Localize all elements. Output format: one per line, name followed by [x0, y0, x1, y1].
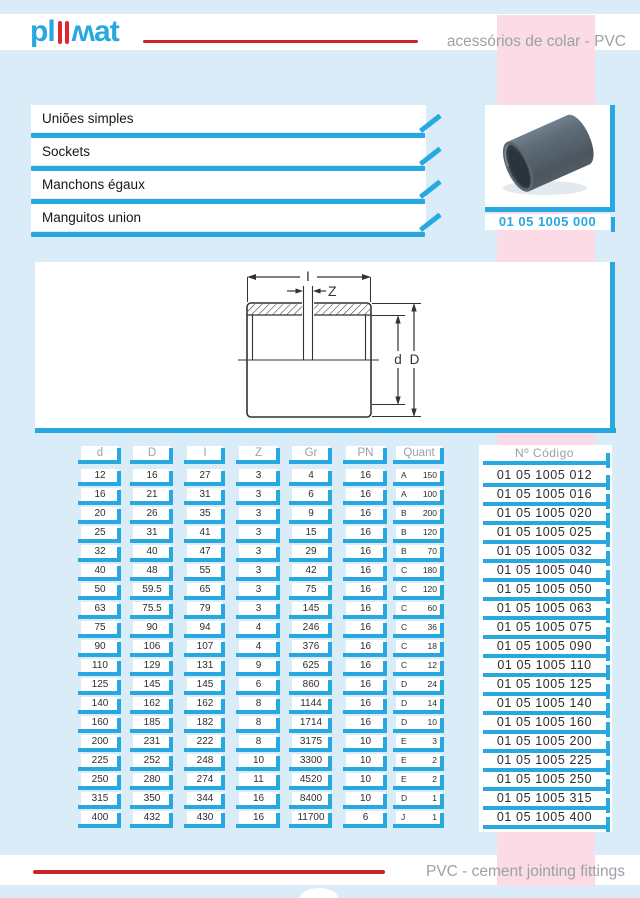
cell-D: 350 — [133, 792, 171, 805]
cell-D: 106 — [133, 640, 171, 653]
cell-Gr: 4 — [292, 469, 330, 482]
quant-qty: 10 — [427, 717, 437, 727]
banner-box — [31, 138, 426, 165]
cell-I: 65 — [187, 583, 223, 596]
cell-Z: 10 — [239, 754, 278, 767]
cell-D: 129 — [133, 659, 171, 672]
cell-code: 01 05 1005 400 — [483, 810, 606, 825]
quant-qty: 200 — [422, 508, 437, 518]
cell-PN: 16 — [346, 716, 385, 729]
header-red-rule — [143, 40, 418, 43]
cell-D: 48 — [133, 564, 171, 577]
cell-Z: 3 — [239, 507, 278, 520]
cell-Z: 3 — [239, 545, 278, 558]
cell-d: 12 — [81, 469, 119, 482]
quant-class: C — [401, 622, 408, 632]
plimat-logo — [30, 17, 119, 47]
cell-PN: 16 — [346, 469, 385, 482]
quant-class: E — [401, 774, 407, 784]
cell-D: 16 — [133, 469, 171, 482]
page-number-bubble — [300, 888, 338, 898]
cell-d: 250 — [81, 773, 119, 786]
cell-PN: 10 — [346, 773, 385, 786]
banner-item — [31, 105, 447, 138]
cell-code: 01 05 1005 250 — [483, 772, 606, 787]
cell-d: 40 — [81, 564, 119, 577]
cell-quant — [396, 792, 442, 805]
cell-PN: 16 — [346, 602, 385, 615]
dim-label-outer: D — [409, 352, 420, 367]
cell-d: 225 — [81, 754, 119, 767]
cell-D: 185 — [133, 716, 171, 729]
quant-class: C — [401, 565, 408, 575]
cell-I: 344 — [187, 792, 223, 805]
cell-Gr: 1144 — [292, 697, 330, 710]
cell-D: 280 — [133, 773, 171, 786]
quant-class: B — [401, 508, 407, 518]
cell-quant — [396, 640, 442, 653]
cell-code: 01 05 1005 032 — [483, 544, 606, 559]
cell-code: 01 05 1005 012 — [483, 468, 606, 483]
banner-box — [31, 204, 426, 231]
cell-Z: 4 — [239, 621, 278, 634]
banner-label: Sockets — [42, 144, 91, 159]
logo-text-right: ʍat — [71, 15, 119, 48]
quant-qty: 100 — [422, 489, 437, 499]
cell-Gr: 246 — [292, 621, 330, 634]
cell-Z: 16 — [239, 811, 278, 824]
cell-code: 01 05 1005 110 — [483, 658, 606, 673]
banner-item — [31, 138, 447, 171]
cell-d: 200 — [81, 735, 119, 748]
cell-code: 01 05 1005 200 — [483, 734, 606, 749]
cell-quant — [396, 678, 442, 691]
cell-I: 248 — [187, 754, 223, 767]
cell-I: 274 — [187, 773, 223, 786]
cell-I: 41 — [187, 526, 223, 539]
cell-d: 32 — [81, 545, 119, 558]
cell-I: 131 — [187, 659, 223, 672]
quant-qty: 1 — [432, 793, 437, 803]
product-code-tick — [611, 217, 615, 232]
cell-Z: 8 — [239, 716, 278, 729]
cell-quant — [396, 507, 442, 520]
cell-I: 430 — [187, 811, 223, 824]
quant-qty: 18 — [427, 641, 437, 651]
cell-d: 20 — [81, 507, 119, 520]
cell-PN: 16 — [346, 488, 385, 501]
quant-qty: 36 — [427, 622, 437, 632]
cell-Gr: 3175 — [292, 735, 330, 748]
photo-underline-bar — [485, 207, 615, 212]
cell-code: 01 05 1005 075 — [483, 620, 606, 635]
diagram-underline-bar — [35, 428, 616, 433]
banner-label: Manguitos union — [42, 210, 142, 225]
cell-Gr: 15 — [292, 526, 330, 539]
quant-qty: 60 — [427, 603, 437, 613]
quant-qty: 150 — [422, 470, 437, 480]
cell-Gr: 145 — [292, 602, 330, 615]
cell-quant — [396, 621, 442, 634]
cell-d: 75 — [81, 621, 119, 634]
cell-PN: 6 — [346, 811, 385, 824]
quant-qty: 12 — [427, 660, 437, 670]
logo-text-left: pl — [30, 15, 55, 48]
cell-D: 145 — [133, 678, 171, 691]
cell-Z: 11 — [239, 773, 278, 786]
diagram-right-bar — [610, 262, 615, 433]
column-header-I: I — [187, 446, 223, 460]
cell-Gr: 75 — [292, 583, 330, 596]
quant-qty: 14 — [427, 698, 437, 708]
cell-Z: 4 — [239, 640, 278, 653]
cell-D: 31 — [133, 526, 171, 539]
cell-PN: 16 — [346, 621, 385, 634]
cell-code: 01 05 1005 040 — [483, 563, 606, 578]
cell-I: 145 — [187, 678, 223, 691]
banner-item — [31, 171, 447, 204]
dim-label-gap: Z — [328, 283, 337, 299]
cell-Gr: 376 — [292, 640, 330, 653]
cell-PN: 16 — [346, 545, 385, 558]
column-header-D: D — [133, 446, 171, 460]
cell-d: 125 — [81, 678, 119, 691]
cell-quant — [396, 564, 442, 577]
cell-Z: 3 — [239, 602, 278, 615]
cell-d: 90 — [81, 640, 119, 653]
column-header-Z: Z — [239, 446, 278, 460]
diagram-box — [35, 262, 610, 428]
quant-class: B — [401, 546, 407, 556]
cell-D: 40 — [133, 545, 171, 558]
cell-quant — [396, 697, 442, 710]
cell-Z: 8 — [239, 735, 278, 748]
cell-quant — [396, 488, 442, 501]
cell-D: 162 — [133, 697, 171, 710]
cell-D: 231 — [133, 735, 171, 748]
footer-red-rule — [33, 870, 385, 874]
cell-code: 01 05 1005 016 — [483, 487, 606, 502]
quant-qty: 2 — [432, 774, 437, 784]
cell-d: 400 — [81, 811, 119, 824]
quant-class: A — [401, 470, 407, 480]
quant-class: E — [401, 755, 407, 765]
cell-quant — [396, 754, 442, 767]
quant-qty: 1 — [432, 812, 437, 822]
column-header-code: Nº Código — [483, 446, 606, 461]
cell-Z: 6 — [239, 678, 278, 691]
cell-I: 31 — [187, 488, 223, 501]
cell-Gr: 860 — [292, 678, 330, 691]
cell-Z: 3 — [239, 526, 278, 539]
cell-quant — [396, 602, 442, 615]
cell-quant — [396, 735, 442, 748]
product-family-code: 01 05 1005 000 — [485, 214, 610, 230]
cell-I: 47 — [187, 545, 223, 558]
cell-quant — [396, 811, 442, 824]
quant-qty: 24 — [427, 679, 437, 689]
cell-quant — [396, 773, 442, 786]
banner-label: Manchons égaux — [42, 177, 145, 192]
dim-label-length: I — [306, 268, 310, 284]
cell-Gr: 11700 — [292, 811, 330, 824]
cell-Gr: 42 — [292, 564, 330, 577]
cell-code: 01 05 1005 125 — [483, 677, 606, 692]
quant-qty: 120 — [422, 584, 437, 594]
cell-PN: 10 — [346, 792, 385, 805]
footer-title: PVC - cement jointing fittings — [425, 863, 625, 880]
column-header-d: d — [81, 446, 119, 460]
cell-PN: 16 — [346, 678, 385, 691]
quant-class: D — [401, 717, 408, 727]
cell-PN: 16 — [346, 583, 385, 596]
cell-d: 140 — [81, 697, 119, 710]
cell-PN: 10 — [346, 735, 385, 748]
cell-Z: 8 — [239, 697, 278, 710]
banner-box — [31, 171, 426, 198]
cell-Gr: 3300 — [292, 754, 330, 767]
quant-class: B — [401, 527, 407, 537]
cell-Z: 16 — [239, 792, 278, 805]
quant-qty: 70 — [427, 546, 437, 556]
cell-Gr: 9 — [292, 507, 330, 520]
cell-I: 107 — [187, 640, 223, 653]
cell-code: 01 05 1005 063 — [483, 601, 606, 616]
column-header-quant: Quant — [396, 446, 442, 460]
cell-Z: 3 — [239, 564, 278, 577]
quant-qty: 180 — [422, 565, 437, 575]
cell-D: 21 — [133, 488, 171, 501]
product-photo-box — [485, 105, 610, 207]
pvc-socket-photo — [485, 105, 610, 207]
cell-I: 35 — [187, 507, 223, 520]
cell-Gr: 4520 — [292, 773, 330, 786]
quant-class: C — [401, 641, 408, 651]
banner-item — [31, 204, 447, 237]
cell-D: 59.5 — [133, 583, 171, 596]
cell-d: 16 — [81, 488, 119, 501]
cell-code: 01 05 1005 315 — [483, 791, 606, 806]
banner-label: Uniões simples — [42, 111, 134, 126]
column-header-Gr: Gr — [292, 446, 330, 460]
banner-underline-bar — [31, 232, 425, 237]
cell-D: 90 — [133, 621, 171, 634]
cell-code: 01 05 1005 160 — [483, 715, 606, 730]
cell-D: 252 — [133, 754, 171, 767]
page-title: acessórios de colar - PVC — [446, 33, 626, 50]
cell-quant — [396, 526, 442, 539]
cell-quant — [396, 716, 442, 729]
cell-quant — [396, 469, 442, 482]
cell-d: 110 — [81, 659, 119, 672]
cell-Z: 3 — [239, 488, 278, 501]
cell-d: 50 — [81, 583, 119, 596]
quant-qty: 120 — [422, 527, 437, 537]
quant-class: C — [401, 584, 408, 594]
cell-PN: 16 — [346, 697, 385, 710]
banner-box — [31, 105, 426, 132]
cell-Gr: 1714 — [292, 716, 330, 729]
cell-D: 432 — [133, 811, 171, 824]
cell-Gr: 625 — [292, 659, 330, 672]
cell-PN: 16 — [346, 564, 385, 577]
quant-class: D — [401, 793, 408, 803]
cell-code: 01 05 1005 020 — [483, 506, 606, 521]
cell-I: 94 — [187, 621, 223, 634]
cell-d: 63 — [81, 602, 119, 615]
cell-D: 26 — [133, 507, 171, 520]
quant-qty: 3 — [432, 736, 437, 746]
socket-dimension-diagram — [35, 262, 610, 428]
quant-class: E — [401, 736, 407, 746]
cell-quant — [396, 583, 442, 596]
cell-PN: 16 — [346, 507, 385, 520]
cell-I: 27 — [187, 469, 223, 482]
cell-Z: 3 — [239, 469, 278, 482]
cell-code: 01 05 1005 050 — [483, 582, 606, 597]
photo-right-bar — [610, 105, 615, 212]
cell-PN: 16 — [346, 526, 385, 539]
cell-code: 01 05 1005 025 — [483, 525, 606, 540]
cell-quant — [396, 545, 442, 558]
cell-I: 222 — [187, 735, 223, 748]
cell-quant — [396, 659, 442, 672]
quant-class: D — [401, 679, 408, 689]
cell-Gr: 6 — [292, 488, 330, 501]
cell-code: 01 05 1005 225 — [483, 753, 606, 768]
cell-I: 182 — [187, 716, 223, 729]
cell-d: 25 — [81, 526, 119, 539]
cell-D: 75.5 — [133, 602, 171, 615]
cell-I: 55 — [187, 564, 223, 577]
quant-class: D — [401, 698, 408, 708]
cell-Gr: 8400 — [292, 792, 330, 805]
cell-code: 01 05 1005 090 — [483, 639, 606, 654]
logo-red-bars-icon — [58, 21, 69, 44]
cell-d: 160 — [81, 716, 119, 729]
cell-PN: 16 — [346, 659, 385, 672]
cell-d: 315 — [81, 792, 119, 805]
cell-code: 01 05 1005 140 — [483, 696, 606, 711]
quant-class: J — [401, 812, 406, 822]
quant-class: C — [401, 603, 408, 613]
quant-class: C — [401, 660, 408, 670]
cell-Z: 3 — [239, 583, 278, 596]
column-header-PN: PN — [346, 446, 385, 460]
quant-class: A — [401, 489, 407, 499]
quant-qty: 2 — [432, 755, 437, 765]
cell-PN: 10 — [346, 754, 385, 767]
cell-Z: 9 — [239, 659, 278, 672]
cell-PN: 16 — [346, 640, 385, 653]
dim-label-inner: d — [394, 352, 402, 367]
cell-I: 162 — [187, 697, 223, 710]
cell-Gr: 29 — [292, 545, 330, 558]
cell-I: 79 — [187, 602, 223, 615]
